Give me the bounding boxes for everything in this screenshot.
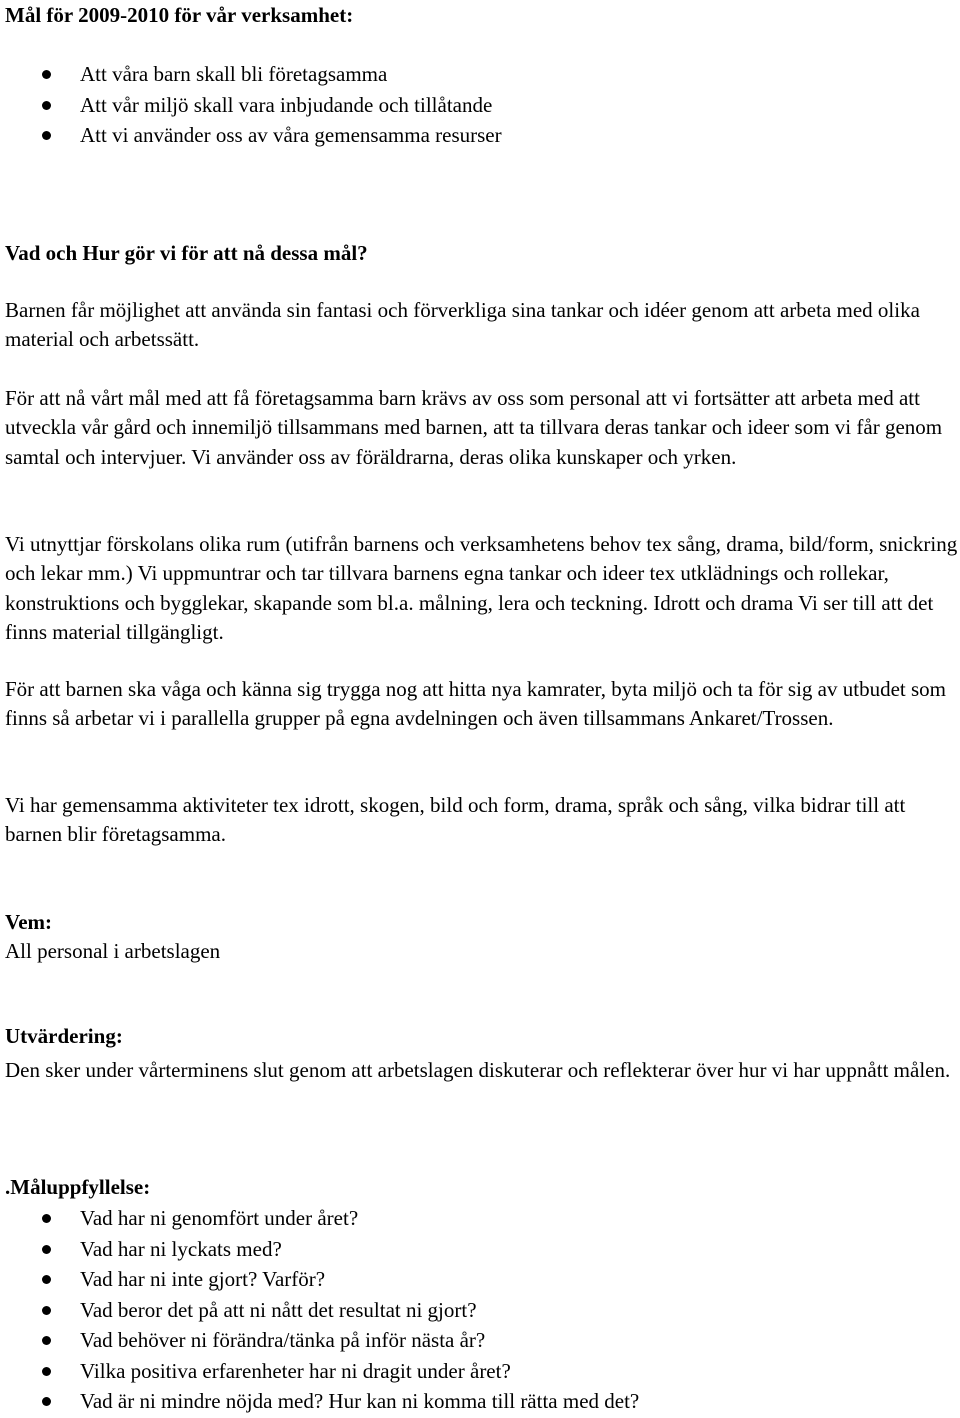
document-page: Mål för 2009-2010 för vår verksamhet: Att våra barn skall bli företagsamma Att vår miljö skall vara inbjudande och tillåtande Att vi använder oss av våra gemensamma resurser Vad och Hur gör vi för att nå dessa mål? Barnen får möjlighet att använda sin fantasi och förverkliga sina tankar och idéer genom att arbeta med olika material och arbetssätt. För att nå vårt mål med att få företagsamma barn krävs av oss som personal att vi fortsätter att arbeta med att utveckla vår gård och innemiljö tillsammans med barnen, att ta tillvara deras tankar och ideer som vi får genom samtal och intervjuer. Vi använder oss av föräldrarna, deras olika kunskaper och yrken. Vi utnyttjar förskolans olika rum (utifrån barnens och verksamhetens behov tex sång, drama, bild/form, snickring och lekar mm.) Vi uppmuntrar och tar tillvara barnens egna tankar och ideer tex utklädnings och rollekar, konstruktions och bygglekar, skapande som bl.a. målning, lera och teckning. Idrott och drama Vi ser till att det finns material tillgängligt. För att barnen ska våga och känna sig trygga nog att hitta nya kamrater, byta miljö och ta för sig av utbudet som finns så arbetar vi i parallella grupper på egna avdelningen och även tillsammans Ankaret/Trossen. Vi har gemensamma aktiviteter tex idrott, skogen, bild och form, drama, språk och sång, vilka bidrar till att barnen blir företagsamma. Vem: All personal i arbetslagen Utvärdering: Den sker under vårterminens slut genom att arbetslagen diskuterar och reflekterar över hur vi har uppnått målen. .Måluppfyllelse: Vad har ni genomfört under året? Vad har ni lyckats med? Vad har ni inte gjort? Varför? Vad beror det på att ni nått det resultat ni gjort? Vad behöver ni förändra/tänka på inför nästa år? Vilka positiva erfarenheter har ni dragit under året? Vad är ni mindre nöjda med? Hur kan ni komma till rätta med det? (0, 0, 960, 1418)
goals-heading: Mål för 2009-2010 för vår verksamhet: (5, 3, 354, 27)
bullet-icon (42, 1397, 51, 1406)
how-paragraph-1: Barnen får möjlighet att använda sin fantasi och förverkliga sina tankar och idéer genom att arbeta med olika material och arbetssätt. (5, 298, 920, 352)
bullet-icon (42, 1245, 51, 1254)
who-heading: Vem: (5, 910, 53, 934)
how-paragraph-3: Vi utnyttjar förskolans olika rum (utifrån barnens och verksamhetens behov tex sång, drama, bild/form, snickring och lekar mm.) Vi uppmuntrar och tar tillvara barnens egna tankar och ideer tex utklädnings och rollekar, konstruktions och bygglekar, skapande som bl.a. målning, lera och teckning. Idrott och drama Vi ser till att det finns material tillgängligt. (5, 532, 958, 644)
bullet-icon (42, 1306, 51, 1315)
bullet-icon (42, 1367, 51, 1376)
bullet-icon (42, 1214, 51, 1223)
who-text: All personal i arbetslagen (5, 939, 221, 963)
evaluation-text: Den sker under vårterminens slut genom att arbetslagen diskuterar och reflekterar över hur vi har uppnått målen. (5, 1058, 951, 1082)
bullet-icon (42, 1275, 51, 1284)
bullet-icon (42, 101, 51, 110)
how-paragraph-2: För att nå vårt mål med att få företagsamma barn krävs av oss som personal att vi fortsätter att arbeta med att utveckla vår gård och innemiljö tillsammans med barnen, att ta tillvara deras tankar och ideer som vi får genom samtal och intervjuer. Vi använder oss av föräldrarna, deras olika kunskaper och yrken. (5, 386, 943, 469)
fulfillment-heading: .Måluppfyllelse: (5, 1175, 151, 1199)
how-paragraph-4: För att barnen ska våga och känna sig trygga nog att hitta nya kamrater, byta miljö och ta för sig av utbudet som finns så arbetar vi i parallella grupper på egna avdelningen och även tillsammans Ankaret/Trossen. (5, 677, 946, 731)
how-paragraph-5: Vi har gemensamma aktiviteter tex idrott, skogen, bild och form, drama, språk och sång, vilka bidrar till att barnen blir företagsamma. (5, 793, 906, 847)
evaluation-heading: Utvärdering: (5, 1024, 123, 1048)
bullet-icon (42, 70, 51, 79)
bullet-icon (42, 1336, 51, 1345)
how-heading: Vad och Hur gör vi för att nå dessa mål? (5, 241, 368, 265)
bullet-icon (42, 131, 51, 140)
